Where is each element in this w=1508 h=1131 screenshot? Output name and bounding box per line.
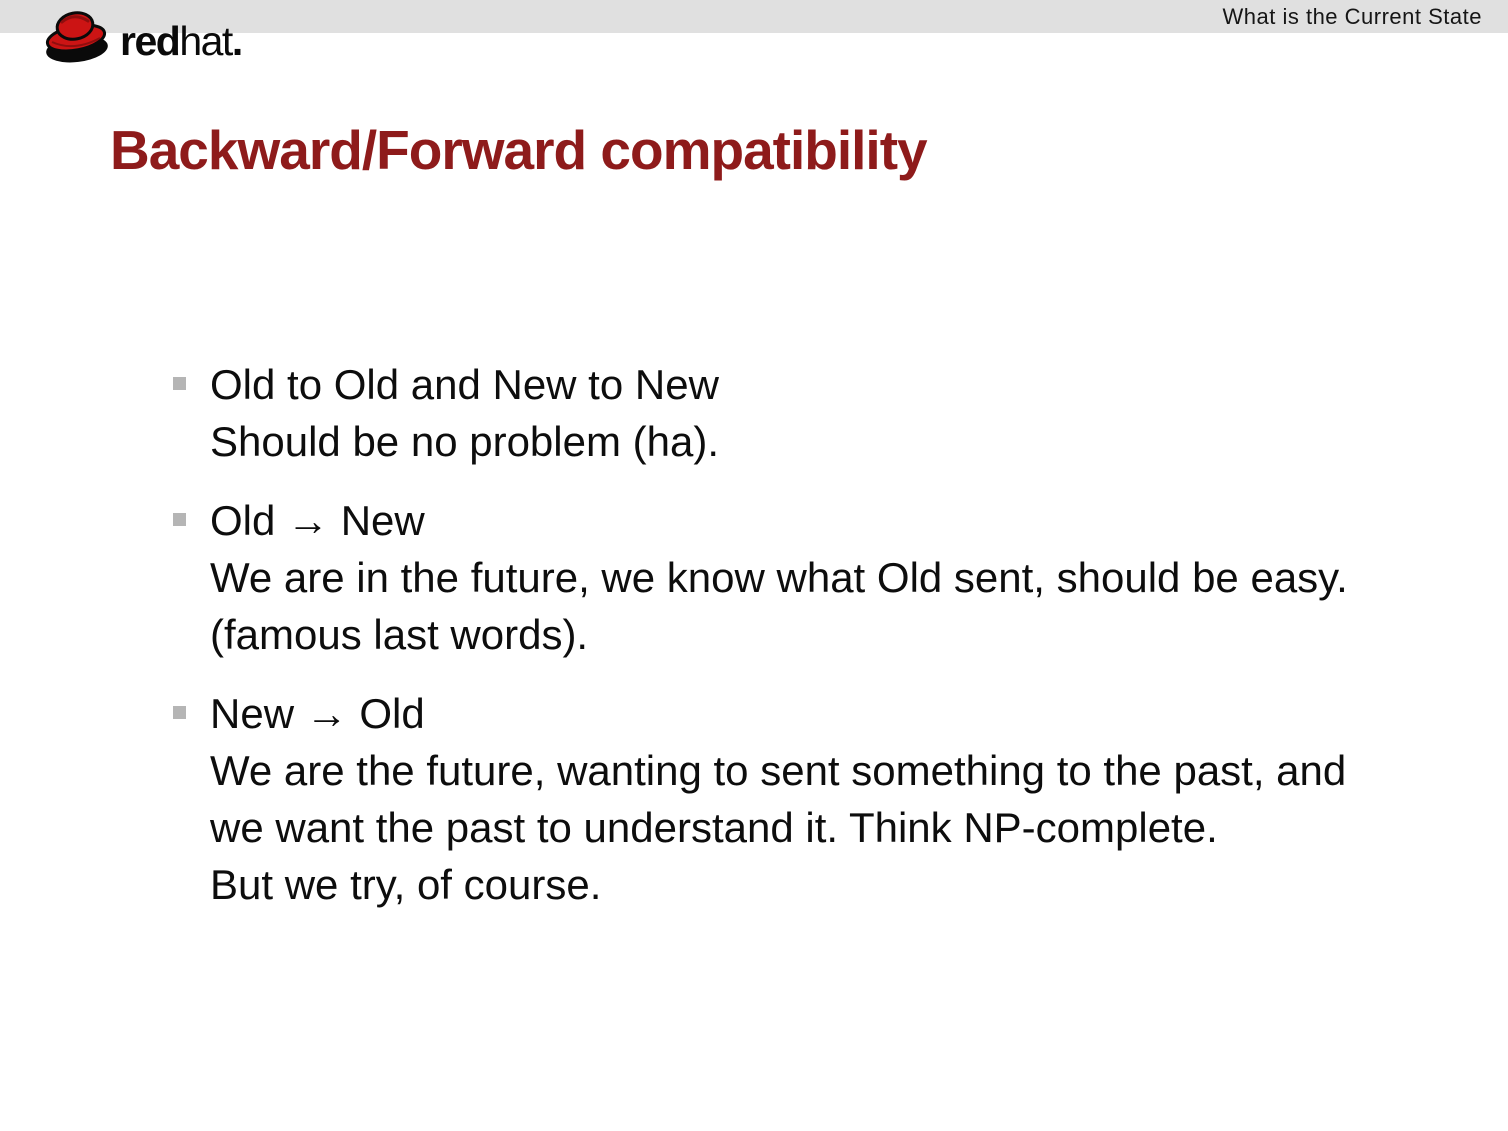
redhat-fedora-icon <box>44 8 112 66</box>
bullet-text <box>210 356 719 470</box>
bullet-line: (famous last words). <box>210 611 589 658</box>
bullet-head: New → Old <box>210 690 425 737</box>
bullet-line: We are the future, wanting to sent something to the past, and <box>210 747 1347 794</box>
bullet-text <box>210 685 1346 913</box>
bullet-line: We are in the future, we know what Old sent, should be easy. <box>210 554 1348 601</box>
bullet-line: we want the past to understand it. Think NP-complete. <box>210 804 1218 851</box>
bullet-item <box>173 685 1348 913</box>
redhat-wordmark <box>120 18 242 66</box>
wordmark-period: . <box>231 18 242 64</box>
bullet-text <box>210 492 1348 663</box>
bullet-square-icon <box>173 513 186 526</box>
bullet-item <box>173 356 1348 470</box>
redhat-logo <box>44 8 242 66</box>
wordmark-hat: hat <box>179 18 232 64</box>
bullet-square-icon <box>173 377 186 390</box>
bullet-line: Should be no problem (ha). <box>210 418 719 465</box>
bullet-list <box>173 356 1348 935</box>
wordmark-red: red <box>120 18 180 64</box>
bullet-head: Old to Old and New to New <box>210 361 719 408</box>
bullet-item <box>173 492 1348 663</box>
bullet-line: But we try, of course. <box>210 861 602 908</box>
header-section-title: What is the Current State <box>1222 3 1482 29</box>
bullet-square-icon <box>173 706 186 719</box>
bullet-head: Old → New <box>210 497 425 544</box>
slide-title: Backward/Forward compatibility <box>110 119 927 181</box>
